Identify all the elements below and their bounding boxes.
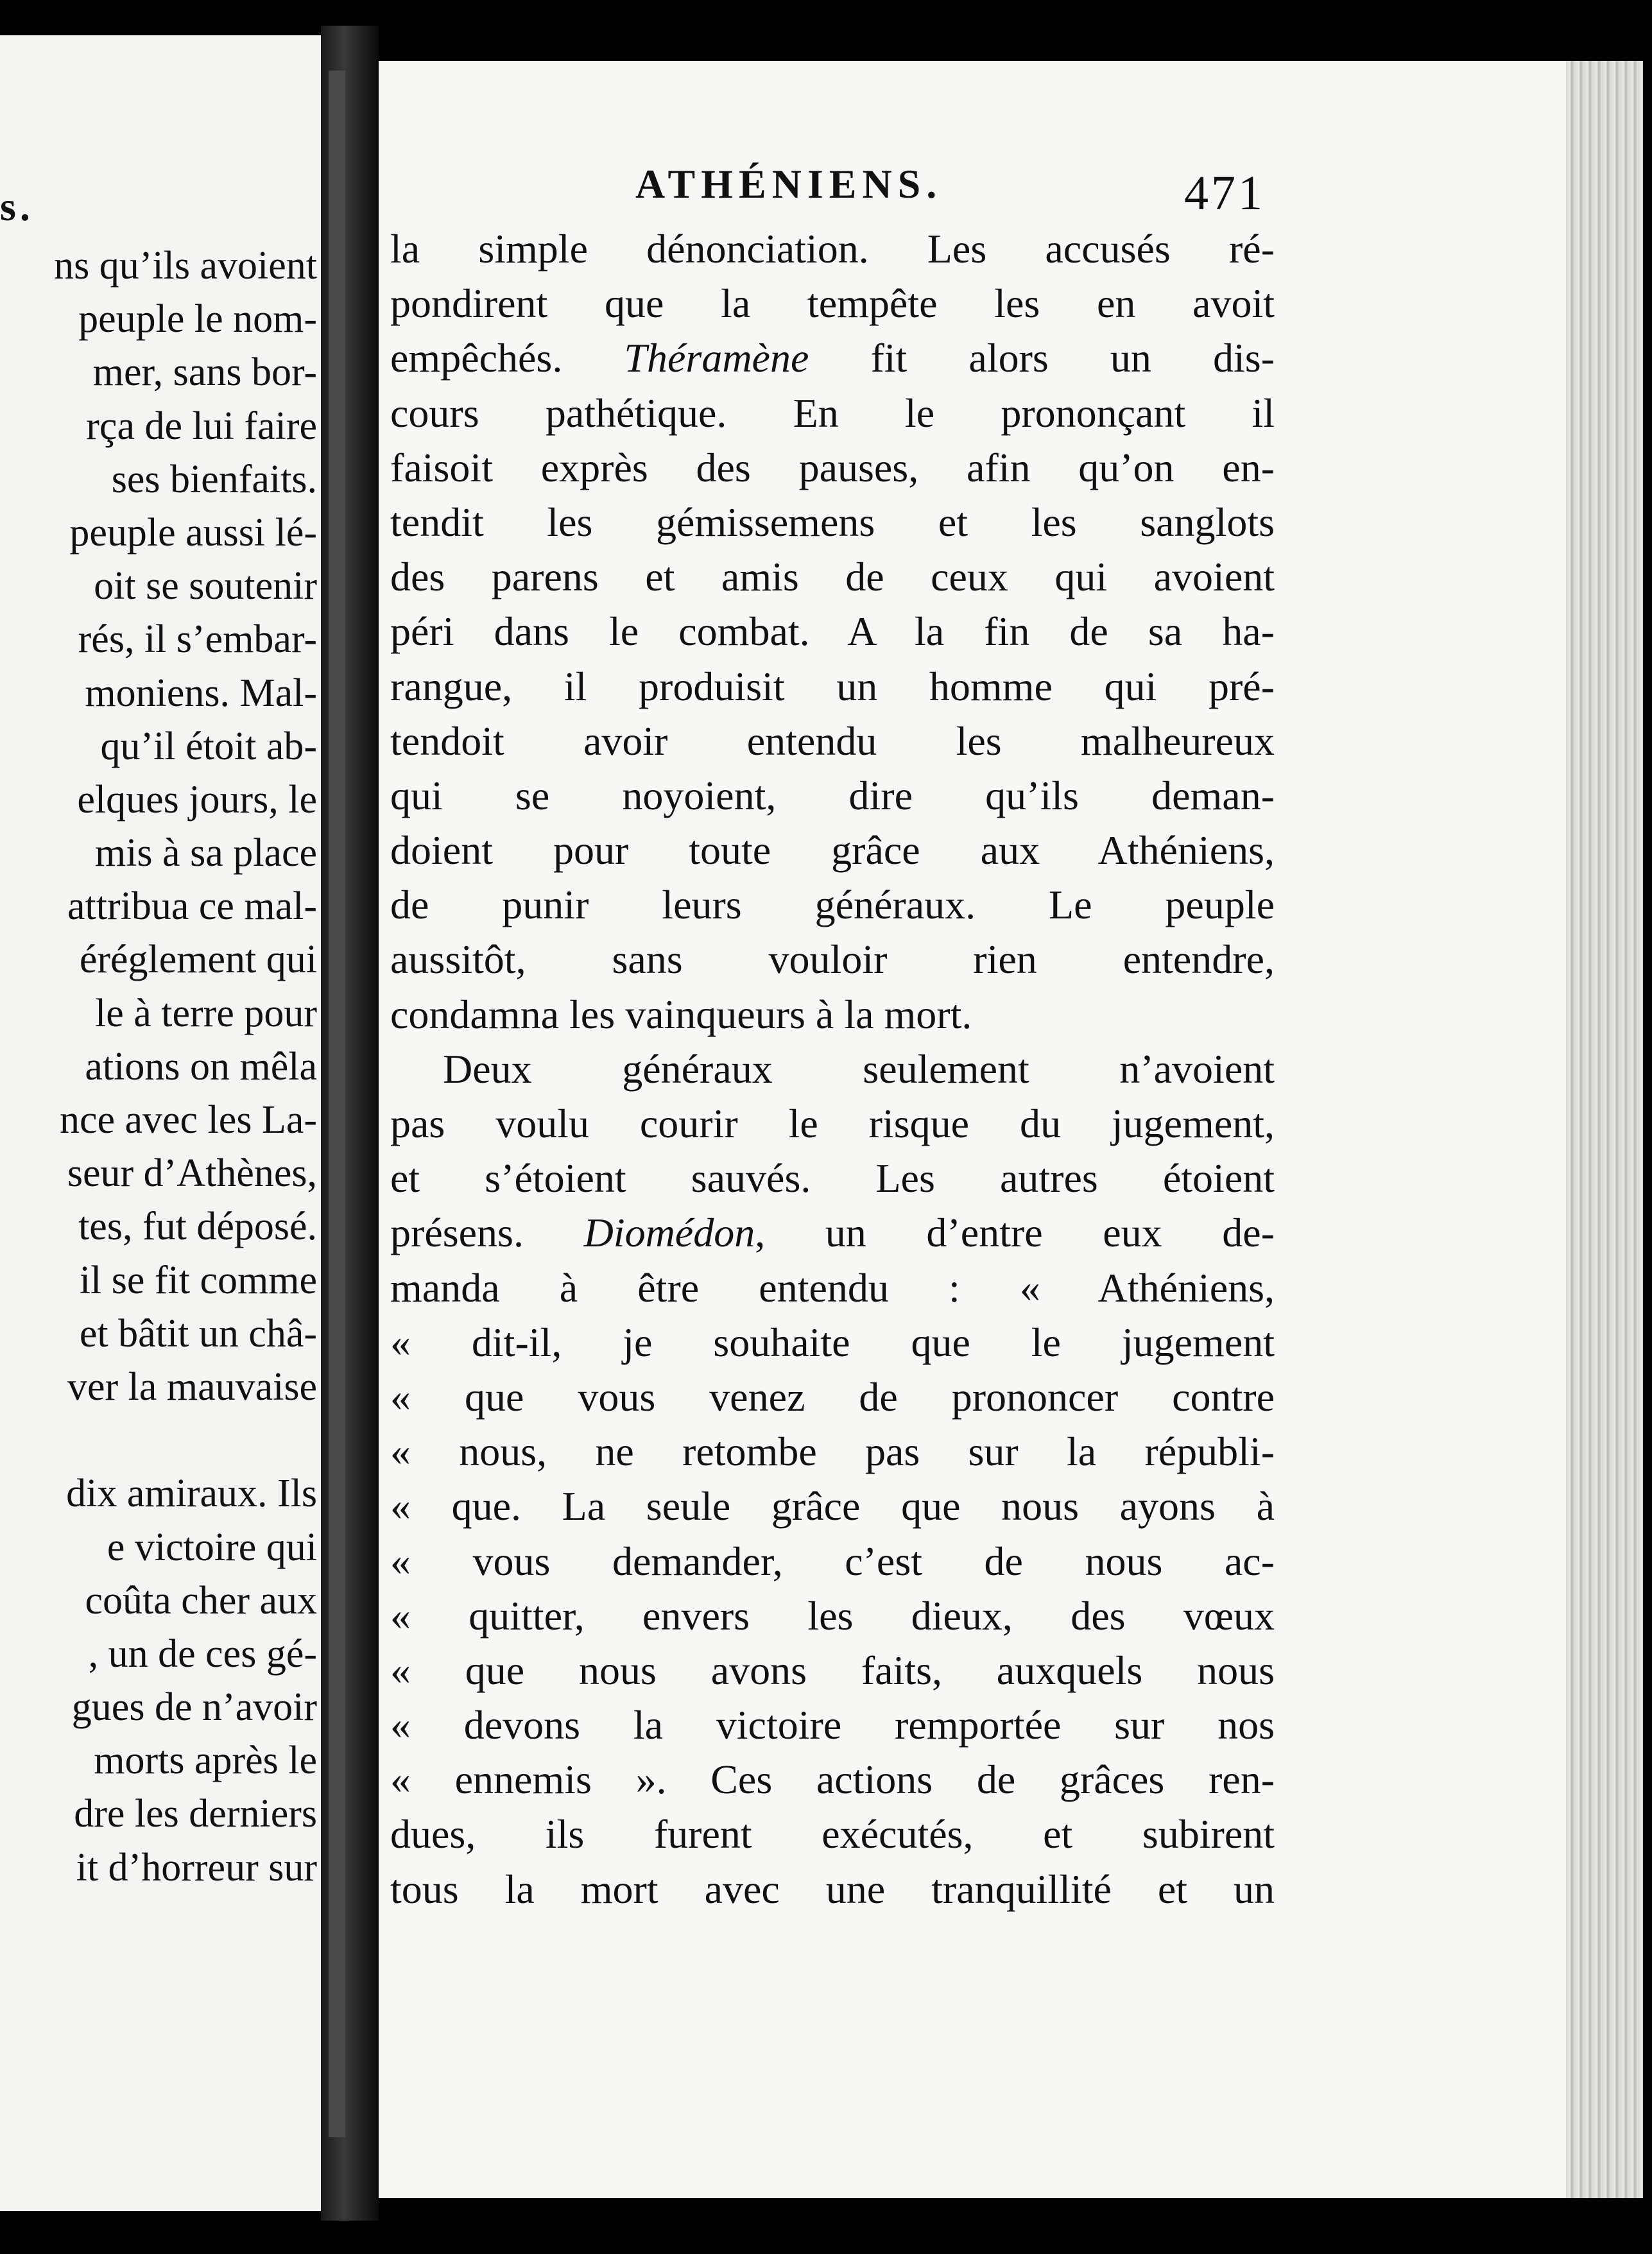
text-line: condamna les vainqueurs à la mort. — [390, 991, 972, 1037]
page-number: 471 — [1184, 166, 1265, 220]
left-text-line: ses bienfaits. — [111, 457, 317, 501]
text-span: fit alors un dis- — [809, 335, 1275, 381]
text-line: dues, ils furent exécutés, et subirent — [390, 1811, 1275, 1857]
left-text-line: nce avec les La- — [59, 1098, 317, 1142]
text-line: qui se noyoient, dire qu’ils deman- — [390, 772, 1275, 818]
left-text-line: coûta cher aux — [85, 1578, 317, 1622]
left-text-line: it d’horreur sur — [76, 1845, 317, 1889]
text-line: des parens et amis de ceux qui avoient — [390, 554, 1275, 600]
text-line: Deux généraux seulement n’avoient — [443, 1045, 1275, 1092]
text-line: « que nous avons faits, auxquels nous — [390, 1647, 1275, 1693]
left-text-line: seur d’Athènes, — [67, 1151, 317, 1196]
text-line: pondirent que la tempête les en avoit — [390, 280, 1275, 327]
text-line — [390, 1205, 1275, 1260]
left-text-line: elques jours, le — [77, 777, 317, 822]
text-line: « ennemis ». Ces actions de grâces ren- — [390, 1757, 1275, 1803]
left-text-line: ver la mauvaise — [67, 1364, 317, 1409]
left-text-line: qu’il étoit ab- — [100, 724, 317, 768]
left-text-line: peuple aussi lé- — [69, 510, 317, 555]
italic-name: Diomédon — [583, 1210, 755, 1256]
text-line: « quitter, envers les dieux, des vœux — [390, 1592, 1275, 1639]
left-text-line: attribua ce mal- — [67, 884, 317, 929]
text-line — [390, 331, 1275, 385]
body-text — [390, 221, 1275, 1916]
text-line: doient pour toute grâce aux Athéniens, — [390, 827, 1275, 873]
text-line: tendoit avoir entendu les malheureux — [390, 718, 1275, 764]
running-head: ATHÉNIENS. — [635, 161, 943, 207]
left-text-line: dre les derniers — [74, 1792, 317, 1836]
left-text-line: rça de lui faire — [86, 404, 317, 448]
text-line: cours pathétique. En le prononçant il — [390, 390, 1275, 436]
text-line: tous la mort avec une tranquillité et un — [390, 1866, 1275, 1912]
left-text-line: ations on mêla — [85, 1044, 317, 1088]
left-text-line — [0, 1414, 317, 1467]
left-text-line: peuple le nom- — [78, 297, 317, 341]
left-page-header: s. — [0, 184, 34, 229]
left-text-line: e victoire qui — [107, 1525, 317, 1569]
left-text-line: mis à sa place — [94, 831, 317, 875]
text-line: de punir leurs généraux. Le peuple — [390, 882, 1275, 928]
text-span: empêchés. — [390, 335, 624, 381]
text-line: tendit les gémissemens et les sanglots — [390, 499, 1275, 545]
text-line: péri dans le combat. A la fin de sa ha- — [390, 608, 1275, 655]
left-text-line: mer, sans bor- — [92, 350, 317, 395]
left-text-line: dix amiraux. Ils — [66, 1472, 317, 1516]
left-text-line: morts après le — [94, 1739, 317, 1783]
text-line: « vous demander, c’est de nous ac- — [390, 1538, 1275, 1584]
left-text-line: rés, il s’embar- — [78, 617, 317, 662]
text-span: présens. — [390, 1210, 584, 1256]
left-text-line: , un de ces gé- — [88, 1631, 317, 1676]
page-edges — [1566, 61, 1643, 2198]
left-text-line: moniens. Mal- — [85, 671, 317, 715]
left-text-line: éréglement qui — [79, 938, 317, 982]
left-text-line: tes, fut déposé. — [78, 1205, 317, 1249]
left-text-line: oit se soutenir — [94, 564, 317, 608]
left-text-line: il se fit comme — [79, 1258, 317, 1302]
text-line: « que vous venez de prononcer contre — [390, 1373, 1275, 1420]
left-page-text — [0, 239, 317, 1895]
text-line: « dit-il, je souhaite que le jugement — [390, 1319, 1275, 1365]
text-line: « nous, ne retombe pas sur la républi- — [390, 1429, 1275, 1475]
text-line: rangue, il produisit un homme qui pré- — [390, 663, 1275, 709]
text-line: faisoit exprès des pauses, afin qu’on en- — [390, 444, 1275, 490]
text-line: « que. La seule grâce que nous ayons à — [390, 1483, 1275, 1529]
left-page — [0, 35, 321, 2211]
left-text-line: ns qu’ils avoient — [54, 244, 317, 288]
left-text-line: le à terre pour — [95, 991, 317, 1035]
text-line: et s’étoient sauvés. Les autres étoient — [390, 1155, 1275, 1201]
text-line: manda à être entendu : « Athéniens, — [390, 1264, 1275, 1311]
left-text-line: et bâtit un châ- — [79, 1311, 317, 1355]
italic-name: Théramène — [624, 335, 809, 381]
text-line: la simple dénonciation. Les accusés ré- — [390, 226, 1275, 271]
text-span: , un d’entre eux de- — [755, 1210, 1275, 1256]
text-line: pas voulu courir le risque du jugement, — [390, 1101, 1275, 1146]
text-line: « devons la victoire remportée sur nos — [390, 1702, 1275, 1748]
gutter-shadow — [329, 71, 345, 2137]
left-text-line: gues de n’avoir — [71, 1685, 317, 1730]
text-line: aussitôt, sans vouloir rien entendre, — [390, 936, 1275, 983]
